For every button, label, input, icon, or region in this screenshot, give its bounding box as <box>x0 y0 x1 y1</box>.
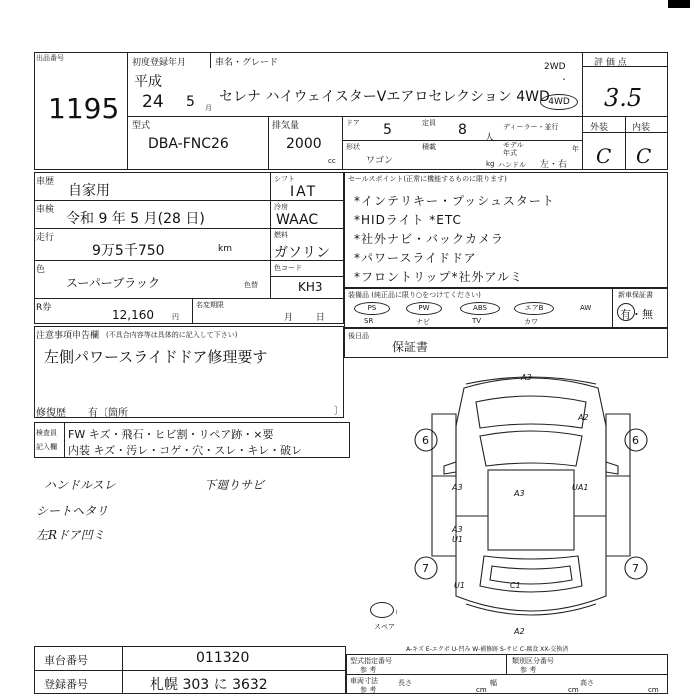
sales-item: *パワースライドドア <box>354 251 477 265</box>
damage-mark: 6 <box>422 434 429 447</box>
inspection-date: 令和 9 年 5 月(28 日) <box>66 211 205 227</box>
vehicle-tax-label: 名変期限 <box>196 301 224 309</box>
inspector-row-2: 内装 キズ・汚レ・コゲ・穴・スレ・キレ・破レ <box>68 444 303 457</box>
car-damage-diagram <box>396 366 666 644</box>
sales-item: *インテリキー・プッシュスタート <box>354 194 555 208</box>
plate-number: 札幌 303 に 3632 <box>150 677 268 693</box>
warranty-value: 有・無 <box>620 308 653 321</box>
damage-mark: A3 <box>452 525 463 534</box>
color-code-label: 色コード <box>274 264 302 272</box>
doors-label: ドア <box>346 119 360 127</box>
shift: IAT <box>290 184 318 200</box>
damage-mark: A3 <box>452 483 463 492</box>
lot-number: 1195 <box>48 92 120 125</box>
color: スーパーブラック <box>66 276 160 290</box>
height-label: 高さ <box>580 679 594 687</box>
mileage: 9万5千750 <box>92 243 165 259</box>
shape: ワゴン <box>366 156 394 166</box>
model-name: セレナ ハイウェイスターVエアロセレクション 4WD <box>219 89 550 105</box>
repair-label: 修復歴 <box>36 408 66 419</box>
capacity-label: 定員 <box>422 119 436 127</box>
drive-4wd-circled: 4WD <box>540 94 578 110</box>
month-day: 月 日 <box>284 313 325 323</box>
damage-mark: 6 <box>632 434 639 447</box>
category-label: 車歴 <box>36 177 55 187</box>
inspector-label-2: 記入欄 <box>36 443 57 451</box>
handwritten-note: 下廻りサビ <box>204 478 265 492</box>
sales-item: *フロントリップ*社外アルミ <box>354 270 524 284</box>
damage-mark: UA1 <box>572 483 589 492</box>
class-no-ref: 参 考 <box>520 666 537 674</box>
handle-label: ハンドル <box>498 161 526 169</box>
handle-value: 左・右 <box>540 160 568 170</box>
displacement: 2000 <box>286 136 322 152</box>
model-no-ref: 参 考 <box>360 666 377 674</box>
dealer-label: ディーラー・並行 <box>503 123 559 131</box>
person-unit: 人 <box>485 133 495 143</box>
handwritten-note: ハンドルスレ <box>44 478 116 492</box>
damage-mark: A3 <box>514 489 525 498</box>
chassis-number: 011320 <box>196 650 250 666</box>
dims-label: 車両寸法 <box>350 677 378 685</box>
shape-label: 形状 <box>346 143 360 151</box>
sales-item: *HIDライト *ETC <box>354 213 462 227</box>
diagram-legend: A-キズ E-エクボ U-凹み W-補修跡 S-サビ C-腐食 XX-交換済 <box>406 646 569 653</box>
kg-unit: kg <box>486 160 495 168</box>
damage-mark: U1 <box>452 535 463 544</box>
category: 自家用 <box>68 183 110 199</box>
drive-dots: ・ <box>560 75 568 84</box>
handwritten-note: 左Rドア凹ミ <box>36 528 105 542</box>
length-unit: cm <box>476 686 487 694</box>
damage-mark: U1 <box>454 581 465 590</box>
ac: WAAC <box>276 212 319 228</box>
drive-2wd: 2WD <box>544 62 566 72</box>
month-unit: 月 <box>205 104 212 112</box>
era: 平成 <box>134 74 162 90</box>
class-no-label: 類別区分番号 <box>512 657 554 665</box>
dims-ref: 参 考 <box>360 686 377 694</box>
equip-leather: カワ <box>524 318 538 326</box>
repair-value: 有〔箇所 <box>88 408 128 419</box>
spare-tyre-icon <box>370 602 394 618</box>
km-unit: km <box>218 244 232 254</box>
reg-year-label: 初度登録年月 <box>132 58 187 68</box>
plate-label: 登録番号 <box>44 678 88 691</box>
recycle-label: R券 <box>36 303 52 313</box>
damage-mark: C1 <box>510 581 521 590</box>
damage-mark: 7 <box>632 562 639 575</box>
inspection-label: 車検 <box>36 205 55 215</box>
equip-airbag: エアB <box>514 302 554 315</box>
equip-pw: PW <box>406 302 442 315</box>
ac-label: 冷房 <box>274 203 288 211</box>
warranty-circle <box>617 303 635 321</box>
equip-ps: PS <box>354 302 390 315</box>
equip-tv: TV <box>472 317 482 325</box>
yen-unit: 円 <box>172 313 179 321</box>
width-label: 幅 <box>490 679 497 687</box>
equipment-label: 装備品 (純正品に限り○をつけてください) <box>348 291 481 299</box>
after-label: 後日品 <box>348 332 369 340</box>
recycle-amount: 12,160 <box>112 308 154 322</box>
equip-aw: AW <box>580 304 592 312</box>
year-unit: 年 <box>572 145 579 153</box>
cc-unit: cc <box>328 157 336 165</box>
after-item: 保証書 <box>392 340 429 354</box>
grade-value: 3.5 <box>604 84 643 112</box>
damage-mark: A2 <box>578 413 589 422</box>
handwritten-note: シートヘタリ <box>36 504 109 518</box>
model-year-label: モデル 年式 <box>503 141 524 157</box>
spare-label: スペア <box>374 623 395 631</box>
inspector-label-1: 検査員 <box>36 429 57 437</box>
color-label: 色 <box>36 265 46 275</box>
length-label: 長さ <box>398 679 412 687</box>
notes-label: 注意事項申告欄 <box>36 331 100 341</box>
corner-mark <box>668 0 690 8</box>
repaint-label: 色替 <box>244 281 258 289</box>
displacement-label: 排気量 <box>272 121 300 131</box>
type-label: 型式 <box>132 121 151 131</box>
damage-mark: A2 <box>514 627 525 636</box>
damage-mark: A3 <box>521 373 532 382</box>
damage-mark: 7 <box>422 562 429 575</box>
load-label: 積載 <box>422 143 436 151</box>
grade-label: 評 価 点 <box>594 58 627 68</box>
new-warranty-label: 新車保証書 <box>618 291 653 299</box>
fuel: ガソリン <box>274 245 330 261</box>
doors: 5 <box>383 122 392 138</box>
chassis-label: 車台番号 <box>44 654 88 667</box>
shift-label: シフト <box>274 175 295 183</box>
type-code: DBA-FNC26 <box>148 136 229 152</box>
exterior-grade: C <box>596 144 612 168</box>
equip-sr: SR <box>364 317 374 325</box>
model-label: 車名・グレード <box>215 58 279 68</box>
sales-label: セールスポイント(正常に機能するものに限ります) <box>348 175 507 183</box>
fuel-label: 燃料 <box>274 231 288 239</box>
height-unit: cm <box>648 686 659 694</box>
interior-grade: C <box>636 144 652 168</box>
capacity: 8 <box>458 122 467 138</box>
interior-label: 内装 <box>632 123 651 133</box>
model-no-label: 型式指定番号 <box>350 657 392 665</box>
reg-year: 24 <box>142 92 164 112</box>
equip-navi: ナビ <box>416 318 430 326</box>
notes-sub: (不具合内容等は具体的に記入して下さい) <box>106 331 238 339</box>
lot-label: 出品番号 <box>36 54 64 62</box>
width-unit: cm <box>568 686 579 694</box>
mileage-label: 走行 <box>36 233 55 243</box>
notes-text: 左側パワースライドドア修理要す <box>44 348 268 366</box>
color-code: KH3 <box>298 280 323 294</box>
repair-bracket: 〕 <box>334 406 344 417</box>
exterior-label: 外装 <box>590 123 609 133</box>
inspector-row-1: FW キズ・飛石・ヒビ割・リペア跡・×要 <box>68 428 274 441</box>
equip-abs: ABS <box>460 302 500 315</box>
reg-month: 5 <box>186 94 195 110</box>
sales-item: *社外ナビ・バックカメラ <box>354 232 505 246</box>
